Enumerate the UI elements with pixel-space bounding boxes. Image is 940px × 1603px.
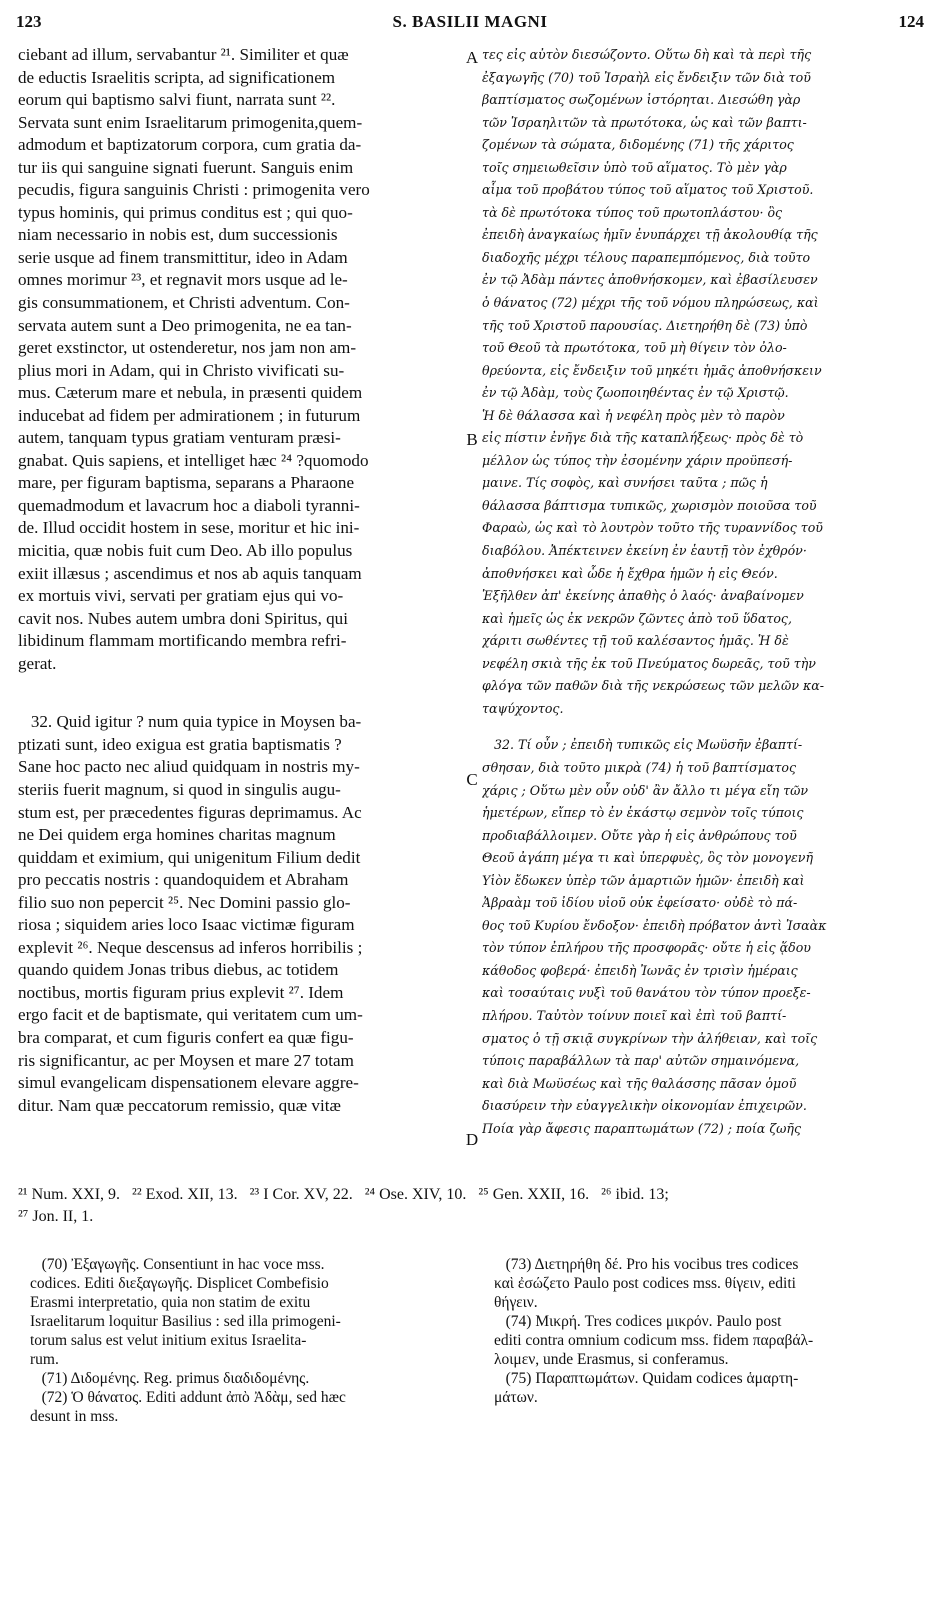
latin-paragraph-32: 32. Quid igitur ? num quia typice in Moysen ba- ptizati sunt, ideo exigua est gratia baptismatis ? Sane hoc pacto nec aliud quidquam in nostris my- steriis fuerit magnum, si quod in singulis augu- stum est, per præcedentes figuras deprimamus. Ac ne Dei quidem erga homines charitas magnum quiddam et eximium, qui unigenitum Filium dedit pro peccatis nostris : quandoquidem et Abraham filio suo non pepercit ²⁵. Nec Domini passio glo- riosa ; siquidem aries loco Isaac victimæ figuram explevit ²⁶. Neque descensus ad inferos horribilis ; quando quidem Jonas tribus diebus, ac totidem noctibus, mortis figuram prius explevit ²⁷. Idem ergo facit et de baptismate, qui veritatem cum um- bra comparat, et cum figuris confert ea quæ figu- ris significantur, ac per Moysen et mare 27 totam simul evangelicam dispensationem elevare aggre- ditur. Nam quæ peccatorum remissio, quæ vitæ (18, 712, 363, 1115)
note-71: (71) Διδομένης. Reg. primus διαδιδομένης. (30, 1370, 310, 1387)
margin-marker-c: C (466, 770, 478, 789)
note-70: (70) Ἐξαγωγῆς. Consentiunt in hac voce mss. codices. Editi διεξαγωγῆς. Displicet Combefisio Erasmi interpretatio, quia non statim de exitu Israelitarum loquitur Basilius : sed illa primogeni- torum salus est velut initium exitus Israelita- rum. (30, 1256, 341, 1368)
editorial-notes-right (494, 1255, 924, 1407)
page-header (16, 12, 924, 36)
editorial-notes-left (30, 1255, 470, 1426)
latin-paragraph-1: ciebant ad illum, servabantur ²¹. Similiter et quæ de eductis Israelitis scripta, ad significationem eorum qui baptismo salvi fiunt, narrata sunt ²². Servata sunt enim Israelitarum primogenita,quem- admodum et baptizatorum corpora, cum gratia da- tur iis qui sanguine signati fuerunt. Sanguis enim pecudis, figura sanguinis Christi : primogenita vero typus hominis, qui primus conditus est ; qui quo- niam necessario in nobis est, dum successionis serie usque ad finem transmittitur, ideo in Adam omnes morimur ²³, et regnavit mors usque ad le- gis consummationem, et Christi adventum. Con- servata autem sunt a Deo primogenita, ne ea tan- geret exstinctor, ut ostenderetur, nos jam non am- plius mori in Adam, qui in Christo vivificati su- mus. Cæterum mare et nebula, in præsenti quidem inducebat ad fidem per admirationem ; in futurum autem, tanquam typus gratiam venturam præsi- gnabat. Quis sapiens, et intelliget hæc ²⁴ ?quomodo mare, per figuram baptisma, separans a Pharaone quemadmodum et lavacrum hoc a diaboli tyranni- de. Illud occidit hostem in sese, moritur et hic ini- micitia, quæ nobis fuit cum Deo. Ab illo populus exiit illæsus ; ascendimus et nos ab aquis tanquam ex mortuis vivi, servati per gratiam ejus qui vo- cavit nos. Nubes autem umbra doni Spiritus, qui libidinum flammam mortificando membra refri- gerat. (18, 45, 370, 673)
note-72: (72) Ὁ θάνατος. Editi addunt ἀπὸ Ἀδὰμ, sed hæc desunt in mss. (30, 1389, 346, 1425)
note-75: (75) Παραπτωμάτων. Quidam codices ἁμαρτη- μάτων. (494, 1370, 799, 1406)
note-73: (73) Διετηρήθη δέ. Pro his vocibus tres codices καὶ ἐσώζετο Paulo post codices mss. θίγειν, editi θήγειν. (494, 1256, 799, 1311)
latin-column (18, 44, 462, 1117)
left-page-number: 123 (16, 12, 42, 31)
margin-marker-d: D (465, 1130, 479, 1149)
right-page-number: 124 (898, 12, 924, 31)
scripture-footnotes-line-2: ²⁷ Jon. II, 1. (18, 1208, 94, 1225)
scripture-footnotes-line-1: ²¹ Num. XXI, 9. ²² Exod. XII, 13. ²³ I Cor. XV, 22. ²⁴ Ose. XIV, 10. ²⁵ Gen. XXII, 16. ²⁶ ibid. 13; (18, 1186, 669, 1203)
margin-marker-b: B (466, 430, 478, 449)
margin-marker-a: A (465, 48, 479, 67)
greek-paragraph-32: 32. Τί οὖν ; ἐπειδὴ τυπικῶς εἰς Μωϋσῆν ἐβαπτί- σθησαν, διὰ τοῦτο μικρὰ (74) ἡ τοῦ βαπτίσματος χάρις ; Οὕτω μὲν οὖν οὐδ' ἂν ἄλλο τι μέγα εἴη τῶν ἡμετέρων, εἴπερ τὸ ἐν ἑκάστῳ σεμνὸν τοῖς τύποις προδιαβάλλοιμεν. Οὔτε γὰρ ἡ εἰς ἀνθρώπους τοῦ Θεοῦ ἀγάπη μέγα τι καὶ ὑπερφυὲς, ὃς τὸν μονογενῆ Υἱὸν ἔδωκεν ὑπὲρ τῶν ἁμαρτιῶν ἡμῶν· ἐπειδὴ καὶ Ἀβραὰμ τοῦ ἰδίου υἱοῦ οὐκ ἐφείσατο· οὐδὲ τὸ πά- θος τοῦ Κυρίου ἔνδοξον· ἐπειδὴ πρόβατον ἀντὶ Ἰσαὰκ τὸν τύπον ἐπλήρου τῆς προσφορᾶς· οὔτε ἡ εἰς ᾅδου κάθοδος φοβερά· ἐπειδὴ Ἰωνᾶς ἐν τρισὶν ἡμέραις καὶ τοσαύταις νυξὶ τοῦ θανάτου τὸν τύπον προεξε- πλήρου. Ταὐτὸν τοίνυν ποιεῖ καὶ ἐπὶ τοῦ βαπτί- σματος ὁ τῇ σκιᾷ συγκρίνων τὴν ἀλήθειαν, καὶ τοῖς τύποις παραβάλλων τὰ παρ' αὐτῶν σημαινόμενα, καὶ διὰ Μωϋσέως καὶ τῆς θαλάσσης πᾶσαν ὁμοῦ διασύρειν τὴν εὐαγγελικὴν οἰκονομίαν ἐπιχειρῶν. Ποία γὰρ ἄφεσις παραπτωμάτων (72) ; ποία ζωῆς (482, 737, 827, 1136)
note-74: (74) Μικρή. Tres codices μικρόν. Paulo post editi contra omnium codicum mss. fidem παραβάλ- λοιμεν, unde Erasmus, si conferamus. (494, 1313, 814, 1368)
running-title: S. BASILII MAGNI (392, 12, 548, 31)
greek-paragraph-1: τες εἰς αὐτὸν διεσώζοντο. Οὕτω δὴ καὶ τὰ περὶ τῆς ἐξαγωγῆς (70) τοῦ Ἰσραὴλ εἰς ἔνδειξιν τῶν διὰ τοῦ βαπτίσματος σωζομένων ἱστόρηται. Διεσώθη γὰρ τῶν Ἰσραηλιτῶν τὰ πρωτότοκα, ὡς καὶ τῶν βαπτι- ζομένων τὰ σώματα, διδομένης (71) τῆς χάριτος τοῖς σημειωθεῖσιν ὑπὸ τοῦ αἵματος. Τὸ μὲν γὰρ αἷμα τοῦ προβάτου τύπος τοῦ αἵματος τοῦ Χριστοῦ. τὰ δὲ πρωτότοκα τύπος τοῦ πρωτοπλάστου· ὃς ἐπειδὴ ἀναγκαίως ἡμῖν ἐνυπάρχει τῇ ἀκολουθίᾳ τῆς διαδοχῆς μέχρι τέλους παραπεμπόμενος, διὰ τοῦτο ἐν τῷ Ἀδὰμ πάντες ἀποθνήσκομεν, καὶ ἐβασίλευσεν ὁ θάνατος (72) μέχρι τῆς τοῦ νόμου πληρώσεως, καὶ τῆς τοῦ Χριστοῦ παρουσίας. Διετηρήθη δὲ (73) ὑπὸ τοῦ Θεοῦ τὰ πρωτότοκα, τοῦ μὴ θίγειν τὸν ὀλο- θρεύοντα, εἰς ἔνδειξιν τοῦ μηκέτι ἡμᾶς ἀποθνήσκειν ἐν τῷ Ἀδὰμ, τοὺς ζωοποιηθέντας ἐν τῷ Χριστῷ. Ἡ δὲ θάλασσα καὶ ἡ νεφέλη πρὸς μὲν τὸ παρὸν εἰς πίστιν ἐνῆγε διὰ τῆς καταπλήξεως· πρὸς δὲ τὸ μέλλον ὡς τύπος τὴν ἐσομένην χάριν προϋπεσή- μαινε. Τίς σοφὸς, καὶ συνήσει ταῦτα ; πῶς ἡ θάλασσα βάπτισμα τυπικῶς, χωρισμὸν ποιοῦσα τοῦ Φαραὼ, ὡς καὶ τὸ λουτρὸν τοῦτο τῆς τυραννίδος τοῦ διαβόλου. Ἀπέκτεινεν ἐκείνη ἐν ἑαυτῇ τὸν ἐχθρόν· ἀποθνήσκει καὶ ὧδε ἡ ἔχθρα ἡμῶν ἡ εἰς Θεόν. Ἐξῆλθεν ἀπ' ἐκείνης ἀπαθὴς ὁ λαός· ἀναβαίνομεν καὶ ἡμεῖς ὡς ἐκ νεκρῶν ζῶντες ἀπὸ τοῦ ὕδατος, χάριτι σωθέντες τῇ τοῦ καλέσαντος ἡμᾶς. Ἡ δὲ νεφέλη σκιὰ τῆς ἐκ τοῦ Πνεύματος δωρεᾶς, τοῦ τὴν φλόγα τῶν παθῶν διὰ τῆς νεκρώσεως τῶν μελῶν κα- ταψύχοντος. (482, 47, 824, 716)
greek-column (482, 44, 928, 1140)
